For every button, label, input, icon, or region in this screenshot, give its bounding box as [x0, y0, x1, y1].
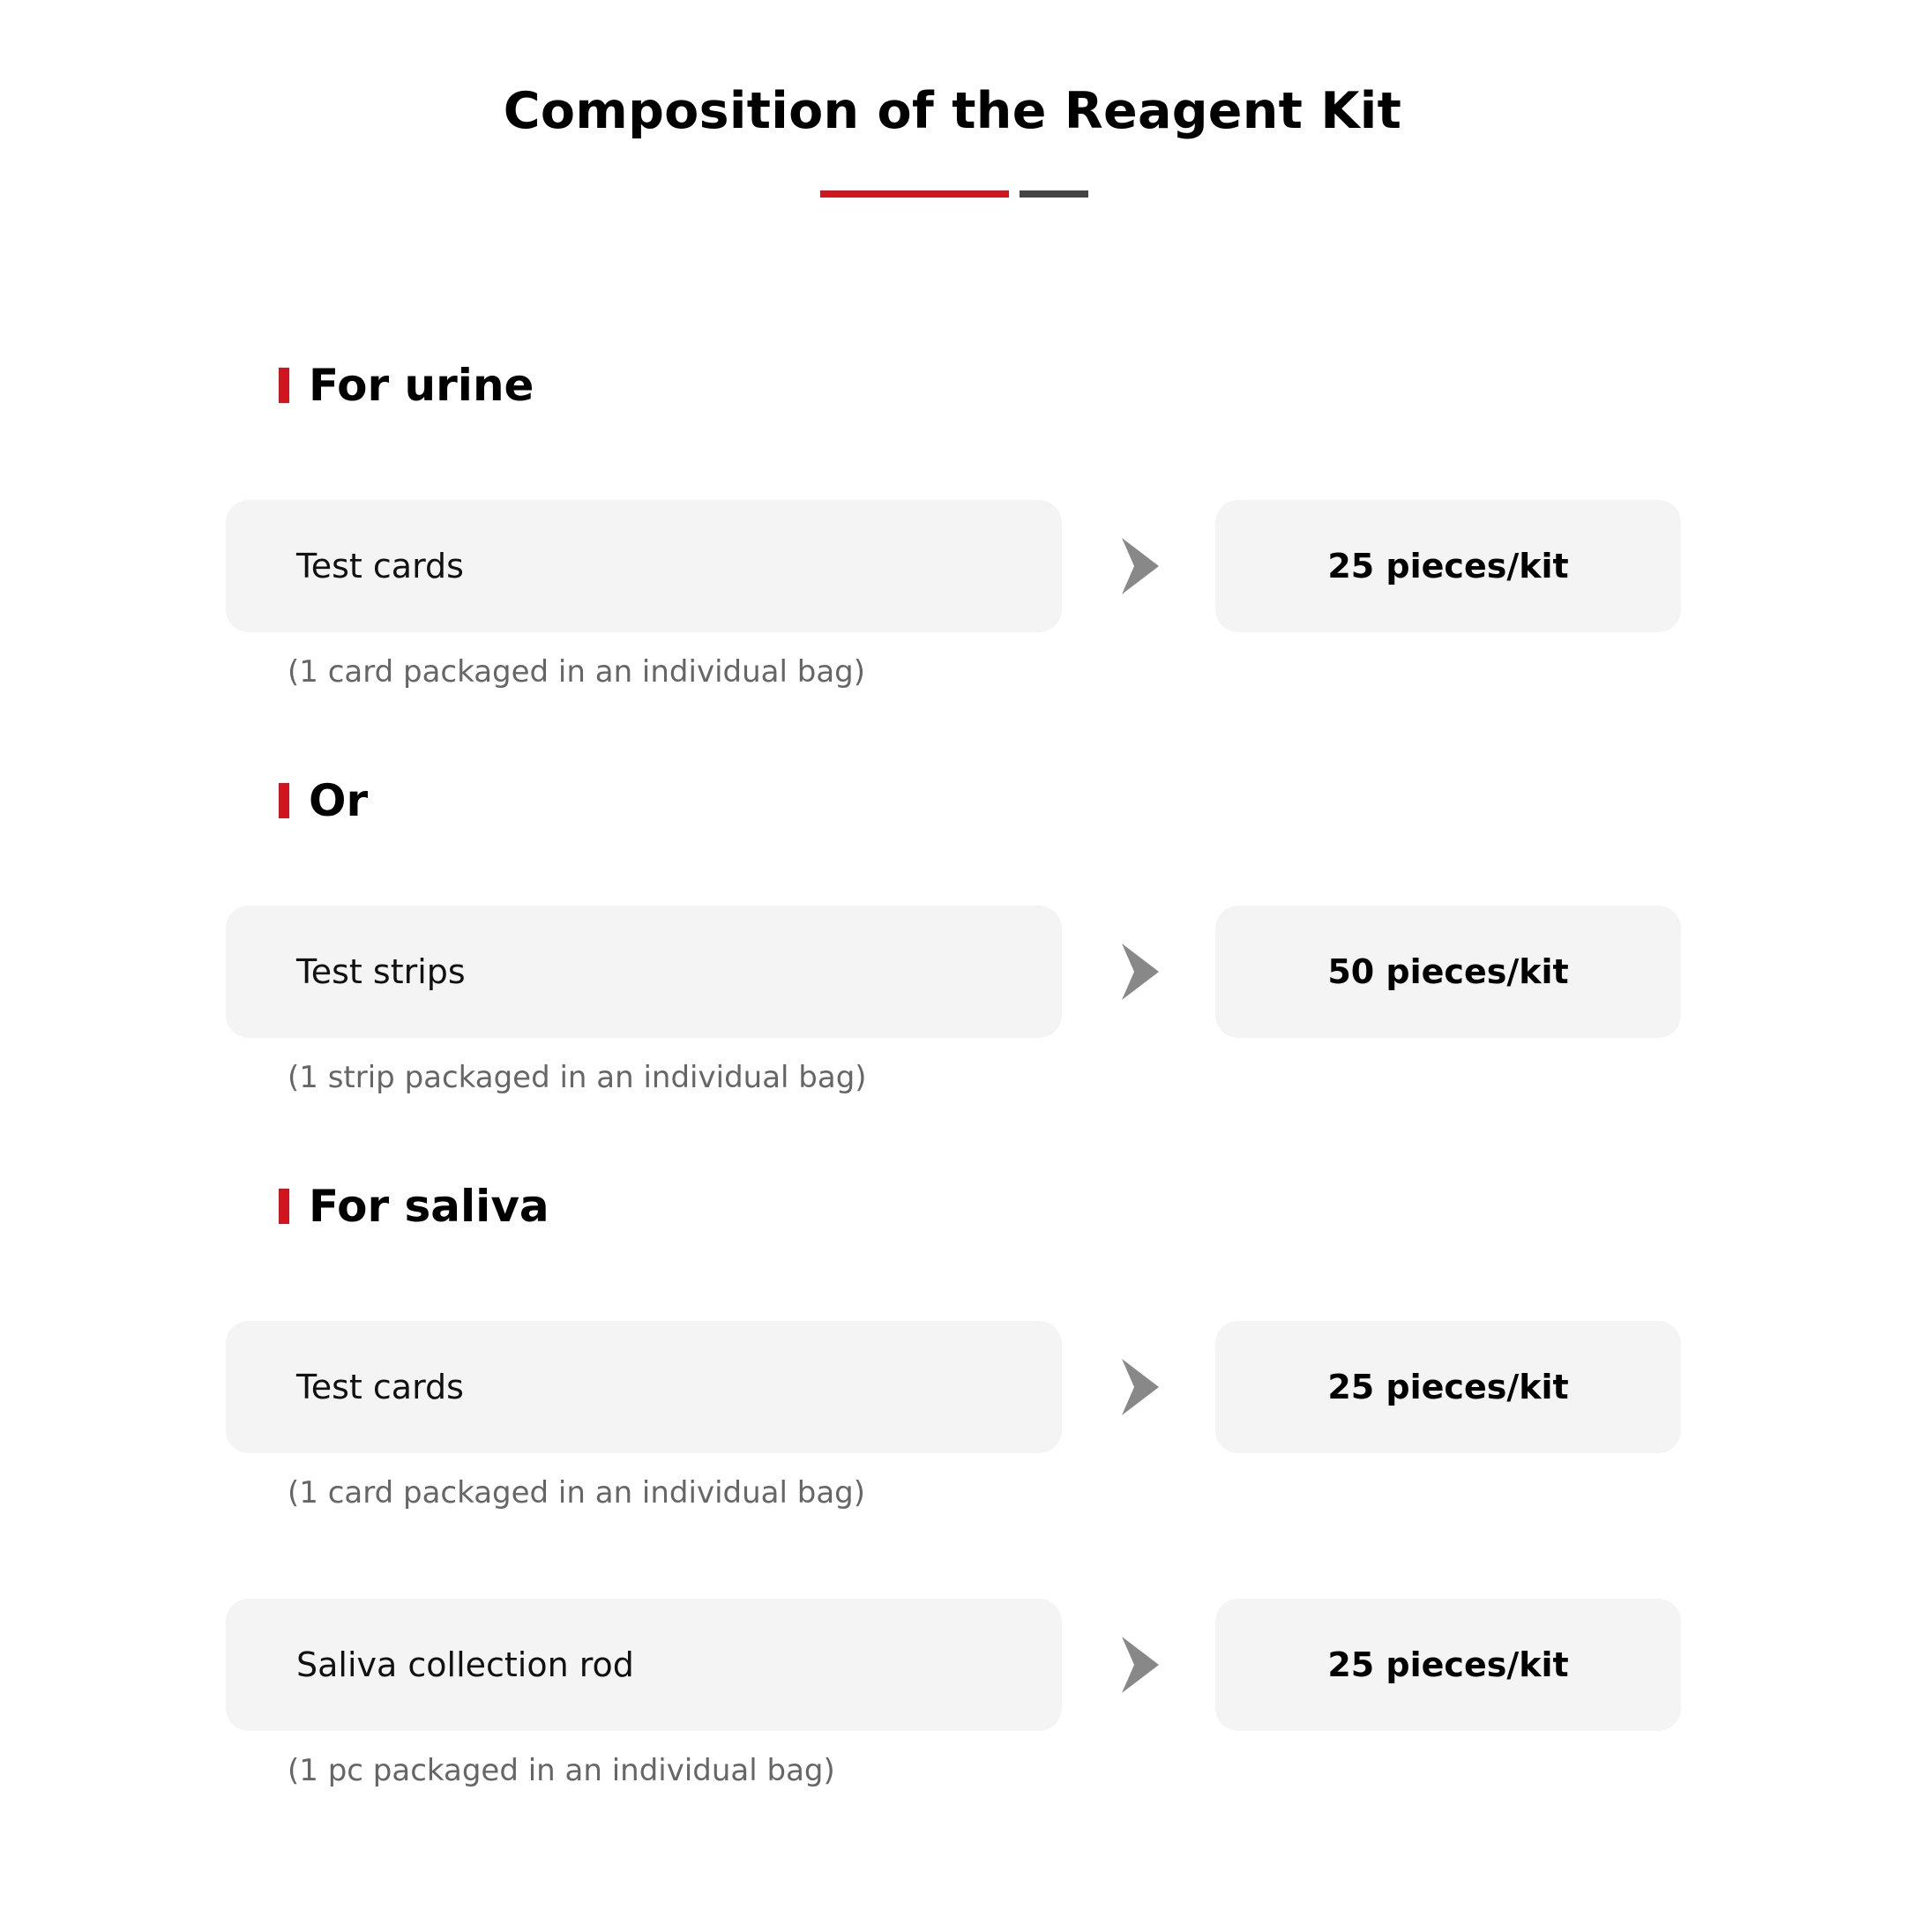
qty-box-saliva-test-cards	[1215, 1321, 1681, 1453]
item-box-urine-test-cards	[226, 500, 1062, 632]
item-note: (1 card packaged in an individual bag)	[288, 654, 865, 690]
title-underline-red	[820, 190, 1009, 198]
title-underline	[0, 190, 1905, 198]
quantity-value: 50 pieces/kit	[1327, 952, 1569, 991]
item-box-test-strips	[226, 906, 1062, 1038]
section-label: For saliva	[309, 1181, 549, 1232]
chevron-right-icon	[1122, 944, 1159, 1000]
item-note: (1 card packaged in an individual bag)	[288, 1475, 865, 1511]
section-marker	[279, 368, 289, 403]
item-box-saliva-collection-rod	[226, 1599, 1062, 1731]
qty-box-test-strips	[1215, 906, 1681, 1038]
section-heading-or	[279, 774, 368, 827]
item-name: Saliva collection rod	[296, 1645, 634, 1684]
item-name: Test strips	[296, 952, 466, 991]
qty-box-urine-test-cards	[1215, 500, 1681, 632]
section-marker	[279, 783, 289, 818]
chevron-right-icon	[1122, 1359, 1159, 1415]
chevron-right-icon	[1122, 538, 1159, 594]
item-name: Test cards	[296, 547, 464, 586]
item-note: (1 strip packaged in an individual bag)	[288, 1060, 867, 1095]
section-label: Or	[309, 775, 369, 826]
section-heading-urine	[279, 359, 534, 412]
section-heading-saliva	[279, 1180, 549, 1233]
chevron-right-icon	[1122, 1637, 1159, 1693]
quantity-value: 25 pieces/kit	[1327, 1645, 1569, 1684]
item-note: (1 pc packaged in an individual bag)	[288, 1753, 835, 1788]
qty-box-saliva-collection-rod	[1215, 1599, 1681, 1731]
title-underline-gray	[1020, 190, 1088, 198]
item-name: Test cards	[296, 1368, 464, 1406]
quantity-value: 25 pieces/kit	[1327, 1368, 1569, 1406]
section-marker	[279, 1189, 289, 1224]
section-label: For urine	[309, 360, 534, 411]
quantity-value: 25 pieces/kit	[1327, 547, 1569, 586]
item-box-saliva-test-cards	[226, 1321, 1062, 1453]
page-title: Composition of the Reagent Kit	[503, 82, 1402, 140]
